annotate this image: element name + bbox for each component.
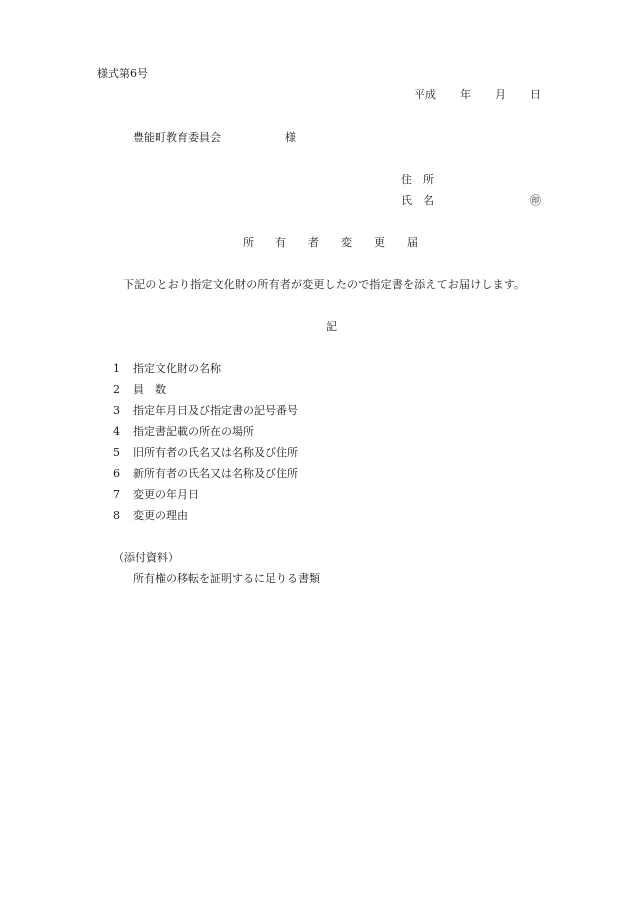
item-text: 変更の理由: [133, 509, 188, 522]
date-day: 日: [530, 88, 541, 101]
addressee-name: 豊能町教育委員会: [133, 131, 221, 144]
item-text: 旧所有者の氏名又は名称及び住所: [133, 446, 298, 459]
item-text: 指定文化財の名称: [133, 362, 221, 375]
item-number: 4: [113, 425, 120, 438]
item-number: 5: [113, 446, 120, 459]
item-number: 8: [113, 509, 120, 522]
item-number: 3: [113, 404, 120, 417]
addressee-honorific: 様: [285, 131, 296, 144]
title-char: 有: [275, 236, 286, 249]
item-text: 変更の年月日: [133, 488, 199, 501]
name-label: 氏 名: [401, 194, 434, 207]
title-char: 変: [341, 236, 352, 249]
attachment-text: 所有権の移転を証明するに足りる書類: [133, 572, 320, 585]
title-char: 届: [407, 236, 418, 249]
ki-heading: 記: [326, 320, 337, 333]
item-text: 指定書記載の所在の場所: [133, 425, 254, 438]
item-number: 6: [113, 467, 120, 480]
title-char: 更: [374, 236, 385, 249]
title-char: 所: [243, 236, 254, 249]
attachment-label: （添付資料）: [113, 551, 179, 564]
title-char: 者: [308, 236, 319, 249]
seal-icon: ㊞: [530, 194, 541, 207]
item-number: 1: [113, 362, 120, 375]
item-text: 新所有者の氏名又は名称及び住所: [133, 467, 298, 480]
intro-text: 下記のとおり指定文化財の所有者が変更したので指定書を添えてお届けします。: [123, 278, 526, 291]
item-text: 員 数: [133, 383, 166, 396]
item-text: 指定年月日及び指定書の記号番号: [133, 404, 298, 417]
date-month: 月: [495, 88, 506, 101]
date-year: 年: [460, 88, 471, 101]
form-number: 様式第6号: [97, 67, 148, 80]
address-label: 住 所: [401, 173, 434, 186]
item-number: 7: [113, 488, 120, 501]
item-number: 2: [113, 383, 120, 396]
date-era: 平成: [414, 88, 436, 101]
